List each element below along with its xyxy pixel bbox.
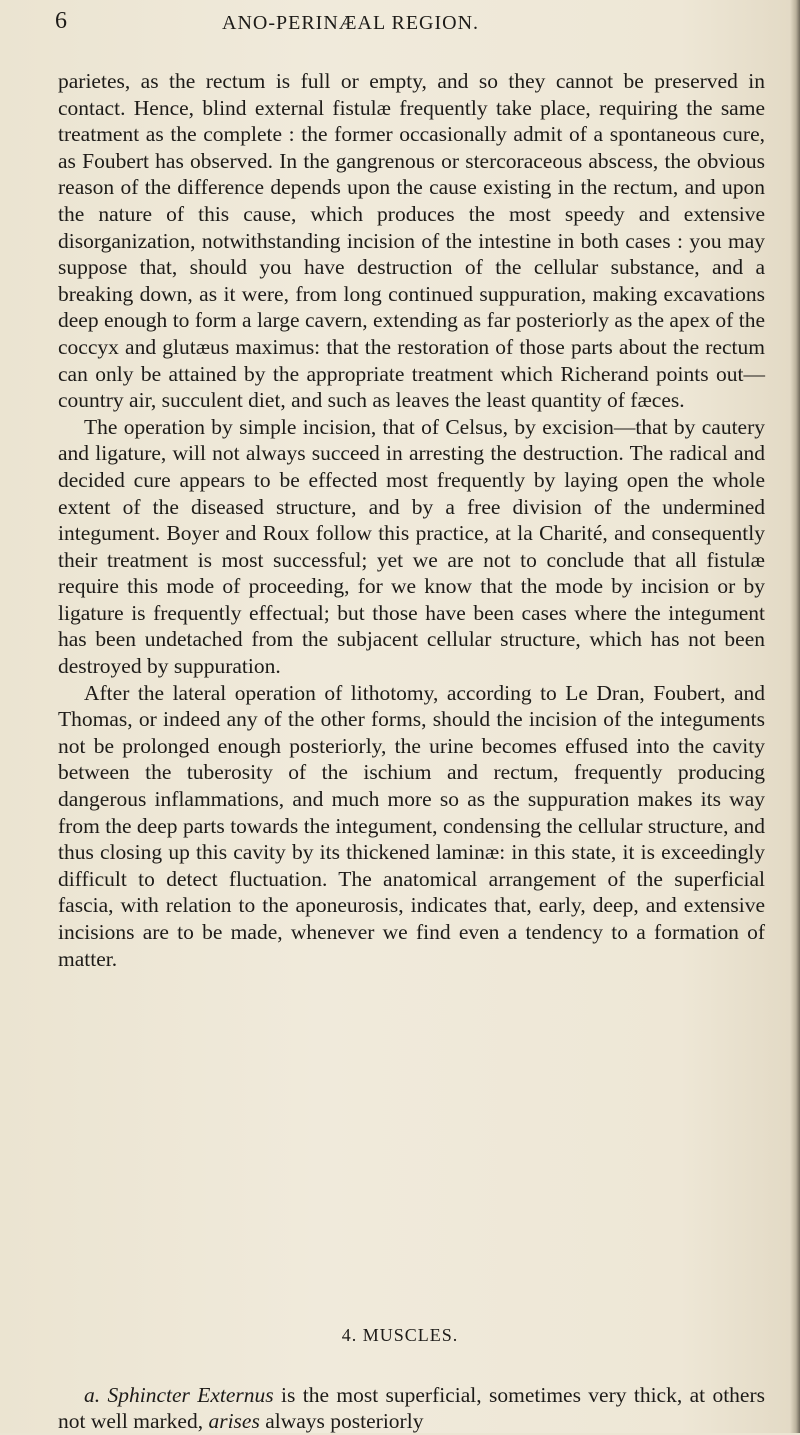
muscle-text-2: always posteriorly: [265, 1409, 424, 1434]
muscle-text-1: is the most superficial, sometimes very thick, at others not well marked,: [58, 1382, 766, 1434]
page-number: 6: [55, 8, 68, 34]
paragraph-1: parietes, as the rectum is full or empty, and so they cannot be preserved in contact. Hence, blind external fistulæ frequently take place, requiring the same treatment as the complete : the former occasionally admit of a spontaneous cure, as Foubert has observed. In the gangrenous or stercoraceous abscess, the obvious reason of the difference depends upon the cause existing in the rectum, and upon the nature of this cause, which produces the most speedy and extensive disorganization, notwithstanding incision of the intestine in both cases : you may suppose that, should you have destruction of the cellular substance, and a breaking down, as it were, from long continued suppuration, making excavations deep enough to form a large cavern, extending as far posteriorly as the apex of the coccyx and glutæus maximus: that the restoration of those parts about the rectum can only be attained by the appropriate treatment which Richerand points out—country air, succulent diet, and such as leaves the least quantity of fæces.: [58, 69, 765, 413]
page-edge-shadow: [790, 0, 800, 1433]
muscle-emphasis: arises: [208, 1409, 260, 1434]
muscle-description: [58, 1382, 765, 1435]
running-head: ANO-PERINÆAL REGION.: [222, 12, 480, 34]
muscle-name: Sphincter Externus: [107, 1382, 274, 1407]
section-heading: 4. MUSCLES.: [341, 1325, 459, 1345]
item-label: a.: [84, 1382, 101, 1407]
paragraph-2: The operation by simple incision, that of Celsus, by excision—that by cautery and ligature, will not always succeed in arresting the destruction. The radical and decided cure appears to be effected most frequently by laying open the whole extent of the diseased structure, and by a free division of the undermined integument. Boyer and Roux follow this practice, at la Charité, and consequently their treatment is most successful; yet we are not to conclude that all fistulæ require this mode of proceeding, for we know that the mode by incision or by ligature is frequently effectual; but those have been cases where the integument has been undetached from the subjacent cellular structure, which has not been destroyed by suppuration.: [58, 414, 765, 679]
paragraph-3: After the lateral operation of lithotomy, according to Le Dran, Foubert, and Thomas, or indeed any of the other forms, should the incision of the integuments not be prolonged enough posteriorly, the urine becomes effused into the cavity between the tuberosity of the ischium and rectum, frequently producing dangerous inflammations, and much more so as the suppuration makes its way from the deep parts towards the integument, condensing the cellular structure, and thus closing up this cavity by its thickened laminæ: in this state, it is exceedingly difficult to detect fluctuation. The anatomical arrangement of the superficial fascia, with relation to the aponeurosis, indicates that, early, deep, and extensive incisions are to be made, whenever we find even a tendency to a formation of matter.: [58, 680, 765, 971]
body-text: [58, 68, 765, 972]
